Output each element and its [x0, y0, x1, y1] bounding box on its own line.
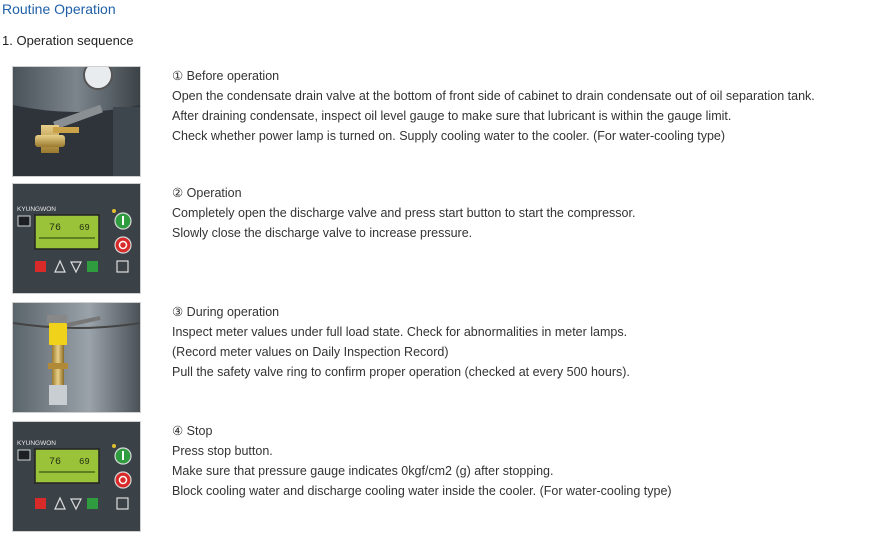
- step-line: Pull the safety valve ring to confirm proper operation (checked at every 500 hours).: [172, 365, 630, 379]
- svg-text:69: 69: [79, 457, 90, 467]
- step-line: Block cooling water and discharge cooling water inside the cooler. (For water-cooling type): [172, 484, 672, 498]
- step-line: Open the condensate drain valve at the bottom of front side of cabinet to drain condensate out of oil separation tank.: [172, 89, 815, 103]
- control-panel-photo: [12, 183, 141, 294]
- step-before-operation: [12, 66, 862, 178]
- step-line: Completely open the discharge valve and press start button to start the compressor.: [172, 206, 636, 220]
- step-during-operation: [12, 302, 862, 414]
- step-stop: [12, 421, 862, 533]
- step-text: [172, 66, 862, 146]
- step-text: [172, 421, 862, 501]
- svg-text:76: 76: [49, 223, 62, 234]
- step-line: Inspect meter values under full load state. Check for abnormalities in meter lamps.: [172, 325, 628, 339]
- step-text: [172, 302, 862, 382]
- step-heading: ④ Stop: [172, 424, 213, 438]
- step-line: After draining condensate, inspect oil level gauge to make sure that lubricant is within the gauge limit.: [172, 109, 732, 123]
- control-panel-photo: [12, 421, 141, 532]
- step-operation: [12, 183, 862, 295]
- step-heading: ① Before operation: [172, 69, 280, 83]
- step-line: Check whether power lamp is turned on. Supply cooling water to the cooler. (For water-cooling type): [172, 129, 726, 143]
- svg-text:76: 76: [49, 457, 62, 468]
- step-line: Make sure that pressure gauge indicates 0kgf/cm2 (g) after stopping.: [172, 464, 554, 478]
- step-line: Press stop button.: [172, 444, 273, 458]
- section-title: 1. Operation sequence: [2, 33, 134, 48]
- step-line: Slowly close the discharge valve to increase pressure.: [172, 226, 473, 240]
- svg-text:69: 69: [79, 223, 90, 233]
- safety-valve-photo: [12, 302, 141, 413]
- panel-brand: KYUNGWON: [17, 206, 56, 213]
- step-heading: ② Operation: [172, 186, 242, 200]
- step-heading: ③ During operation: [172, 305, 280, 319]
- step-line: (Record meter values on Daily Inspection Record): [172, 345, 449, 359]
- drain-valve-photo: [12, 66, 141, 177]
- step-text: [172, 183, 862, 243]
- panel-brand: KYUNGWON: [17, 440, 56, 447]
- page-title: Routine Operation: [2, 1, 116, 17]
